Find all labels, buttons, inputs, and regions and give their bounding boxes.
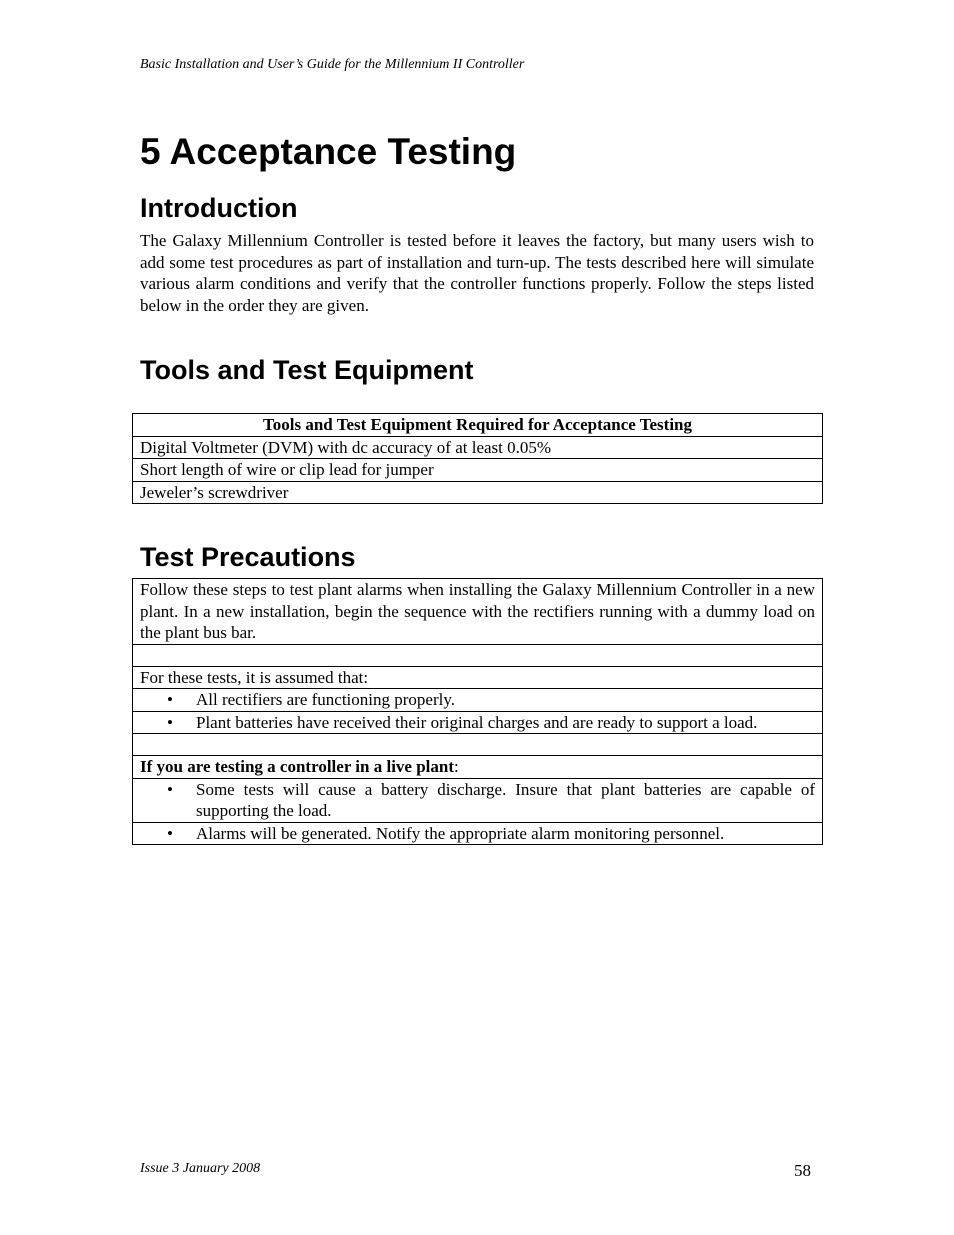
bullet-cell	[133, 689, 823, 712]
table-row	[133, 734, 823, 756]
table-row	[133, 711, 823, 734]
live-plant-lead	[133, 756, 823, 779]
blank-cell	[133, 644, 823, 666]
bullet-icon: •	[167, 823, 173, 843]
live-plant-lead-suffix: :	[454, 757, 459, 776]
chapter-title: 5 Acceptance Testing	[140, 131, 517, 172]
table-row	[133, 579, 823, 645]
bullet-cell	[133, 822, 823, 845]
assumed-lead: For these tests, it is assumed that:	[133, 666, 823, 689]
table-row	[133, 644, 823, 666]
live-plant-lead-bold: If you are testing a controller in a live plant	[140, 757, 455, 776]
tools-heading: Tools and Test Equipment	[140, 355, 474, 385]
precautions-intro: Follow these steps to test plant alarms when installing the Galaxy Millennium Controller in a new plant. In a new installation, begin the sequence with the rectifiers running with a dummy load on the plant bus bar.	[133, 579, 823, 645]
bullet-item	[140, 823, 815, 845]
tools-table-header: Tools and Test Equipment Required for Acceptance Testing	[133, 414, 823, 437]
introduction-heading: Introduction	[140, 193, 298, 223]
bullet-icon: •	[167, 690, 173, 709]
bullet-cell	[133, 778, 823, 822]
footer-issue: Issue 3 January 2008	[140, 1161, 261, 1176]
tools-table-cell: Jeweler’s screwdriver	[133, 481, 823, 504]
bullet-icon: •	[167, 779, 173, 799]
table-header-row	[133, 414, 823, 437]
bullet-text: Plant batteries have received their original charges and are ready to support a load.	[196, 712, 758, 732]
bullet-item	[140, 689, 815, 711]
introduction-paragraph: The Galaxy Millennium Controller is tested before it leaves the factory, but many users wish to add some test procedures as part of installation and turn-up. The tests described here will simulate various alarm conditions and verify that the controller functions properly. Follow the steps listed below in the order they are given.	[140, 231, 814, 315]
table-row	[133, 459, 823, 482]
table-row	[133, 666, 823, 689]
table-row	[133, 756, 823, 779]
running-header: Basic Installation and User’s Guide for the Millennium II Controller	[140, 57, 525, 72]
tools-table	[132, 413, 823, 504]
bullet-text: All rectifiers are functioning properly.	[196, 690, 455, 709]
bullet-text: Some tests will cause a battery discharge. Insure that plant batteries are capable of supporting the load.	[196, 779, 815, 820]
page-number: 58	[794, 1161, 811, 1180]
table-row	[133, 689, 823, 712]
bullet-text: Alarms will be generated. Notify the appropriate alarm monitoring personnel.	[196, 823, 725, 843]
bullet-icon: •	[167, 712, 173, 732]
table-row	[133, 436, 823, 459]
bullet-item	[140, 779, 815, 822]
tools-table-cell: Digital Voltmeter (DVM) with dc accuracy of at least 0.05%	[133, 436, 823, 459]
table-row	[133, 778, 823, 822]
blank-cell	[133, 734, 823, 756]
tools-table-cell: Short length of wire or clip lead for jumper	[133, 459, 823, 482]
precautions-table	[132, 578, 823, 845]
precautions-heading: Test Precautions	[140, 542, 356, 572]
bullet-cell	[133, 711, 823, 734]
table-row	[133, 481, 823, 504]
bullet-item	[140, 712, 815, 734]
table-row	[133, 822, 823, 845]
